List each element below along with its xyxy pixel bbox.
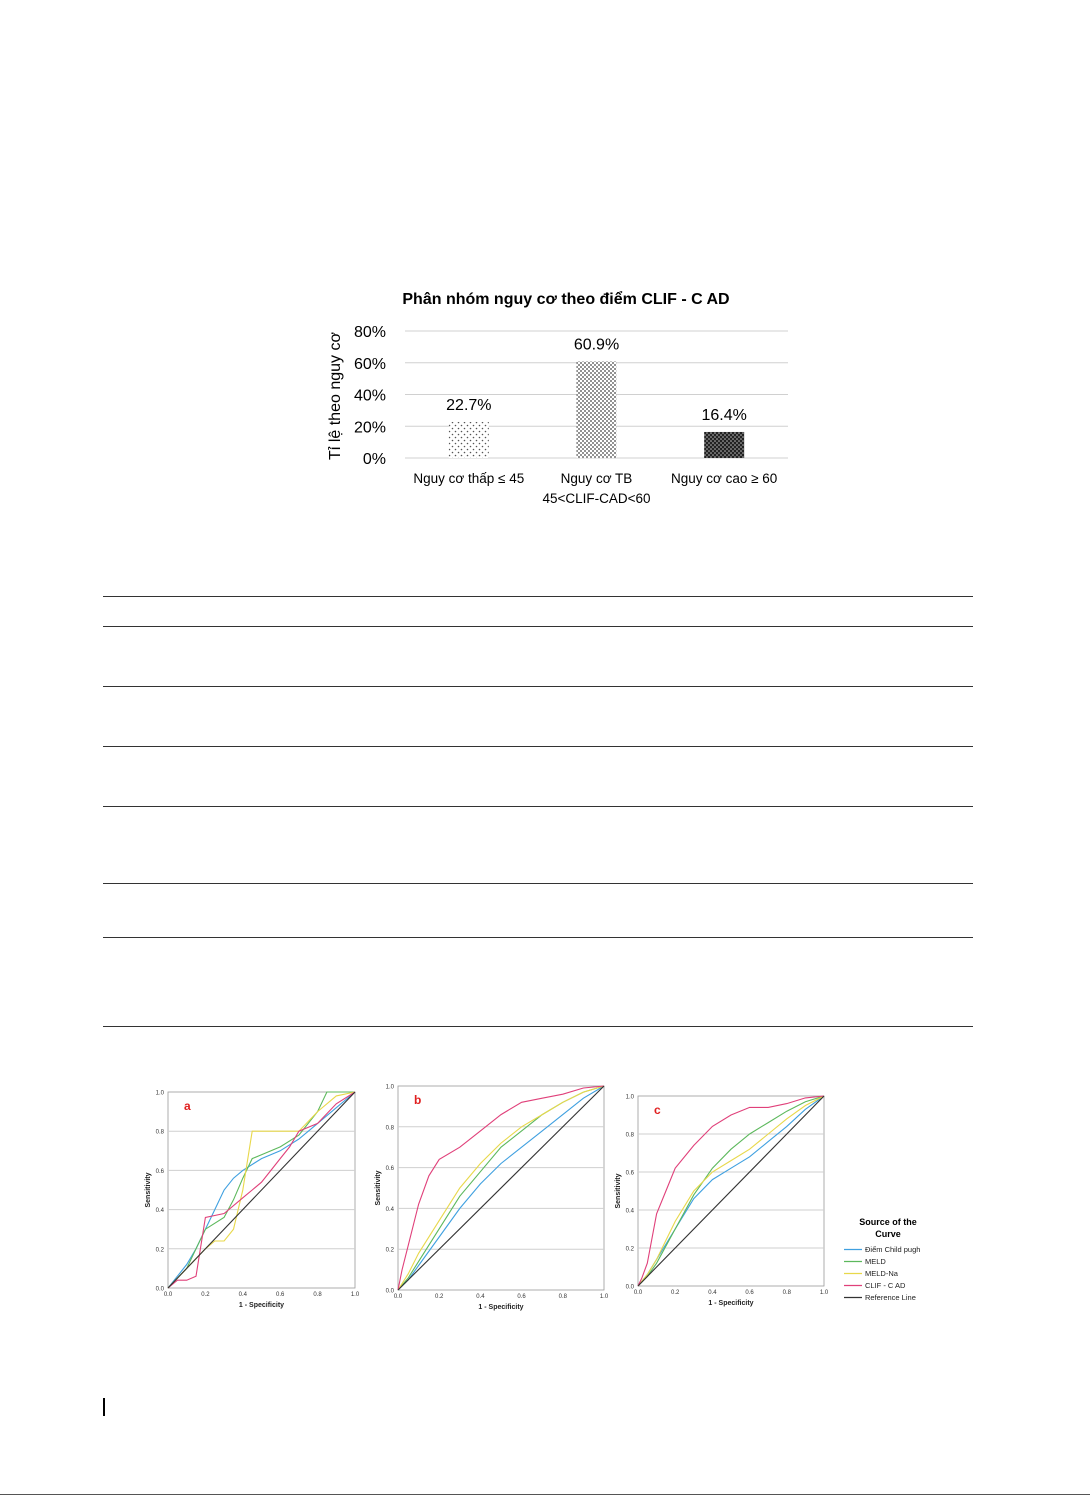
table-top-rule [103,596,973,597]
roc-ytick-label: 0.8 [625,1132,634,1139]
roc-panel-letter: b [414,1093,422,1107]
roc-ytick-label: 0.2 [625,1246,634,1253]
roc-ytick-label: 0.0 [625,1284,634,1291]
footer-rule [0,1494,1090,1495]
bar-value-label: 22.7% [446,396,492,414]
roc-ytick-label: 0.4 [155,1208,164,1215]
bar-ytick-label: 0% [362,451,386,468]
bar [704,432,744,458]
roc-xlabel: 1 - Specificity [478,1304,524,1311]
roc-ytick-label: 0.6 [625,1170,634,1177]
table-row-rule [103,746,973,747]
roc-legend [836,1210,956,1310]
bar-category-label: 45<CLIF-CAD<60 [542,491,651,506]
table-bottom-rule [103,1026,973,1027]
roc-xtick-label: 1.0 [819,1290,829,1296]
roc-xtick-label: 0.2 [201,1292,210,1298]
bar-chart-ylabel: Tỉ lệ theo nguy cơ [327,332,344,460]
roc-panel-b [368,1078,614,1318]
bar-ytick-label: 80% [353,324,386,341]
roc-panel-a [138,1082,368,1314]
legend-title-line-1: Source of the [859,1217,917,1227]
roc-ylabel: Sensitivity [145,1172,152,1208]
bar-value-label: 16.4% [701,406,747,424]
risk-group-bar-chart [310,280,810,520]
margin-bar [103,1398,105,1416]
bar-chart-title: Phân nhóm nguy cơ theo điểm CLIF - C AD [402,291,730,308]
roc-xtick-label: 0.4 [238,1292,247,1298]
roc-xtick-label: 0.6 [276,1292,285,1298]
roc-xtick-label: 0.2 [671,1290,680,1296]
bar-value-label: 60.9% [573,336,620,354]
table-row-rule [103,883,973,884]
roc-ytick-label: 1.0 [385,1084,394,1091]
legend-item-label: CLIF - C AD [865,1281,906,1290]
bar [577,361,617,458]
bar [449,422,489,458]
table-header-rule [103,626,973,627]
roc-panel-letter: c [654,1103,661,1117]
bar-category-label: Nguy cơ cao ≥ 60 [671,471,778,486]
roc-ytick-label: 0.2 [385,1247,394,1254]
roc-xtick-label: 0.4 [476,1294,485,1300]
table-row-rule [103,806,973,807]
roc-ytick-label: 0.8 [385,1125,394,1132]
roc-xtick-label: 0.4 [708,1290,717,1296]
roc-xtick-label: 0.0 [163,1292,173,1298]
bar-ytick-label: 60% [353,355,386,373]
table-row-rule [103,937,973,938]
roc-xtick-label: 0.0 [633,1290,643,1296]
roc-xlabel: 1 - Specificity [238,1302,285,1309]
roc-ylabel: Sensitivity [615,1173,622,1209]
table-row-rule [103,686,973,687]
roc-panel-c [608,1088,834,1310]
roc-ytick-label: 1.0 [155,1090,164,1097]
bar-category-label: Nguy cơ TB [560,471,633,486]
roc-xtick-label: 0.0 [393,1294,403,1300]
roc-panel-letter: a [184,1099,191,1113]
roc-xtick-label: 0.8 [558,1294,567,1300]
roc-xtick-label: 1.0 [350,1292,360,1298]
roc-ytick-label: 0.4 [385,1206,394,1213]
roc-ylabel: Sensitivity [375,1170,382,1206]
roc-ytick-label: 0.0 [385,1288,394,1295]
roc-xtick-label: 0.2 [435,1294,444,1300]
roc-ytick-label: 0.0 [155,1286,164,1293]
legend-item-label: Reference Line [865,1293,916,1302]
legend-item-label: MELD-Na [865,1269,898,1278]
roc-ytick-label: 0.4 [625,1208,634,1215]
legend-item-label: Điểm Child pugh [865,1245,921,1254]
roc-xtick-label: 0.6 [745,1290,754,1296]
roc-ytick-label: 0.6 [385,1166,394,1173]
roc-ytick-label: 0.2 [155,1247,164,1254]
roc-xlabel: 1 - Specificity [708,1300,754,1307]
roc-ytick-label: 0.8 [155,1129,164,1136]
legend-title-line-2: Curve [875,1229,901,1239]
bar-ytick-label: 40% [353,387,386,405]
roc-xtick-label: 0.8 [782,1290,791,1296]
legend-item-label: MELD [865,1257,886,1266]
roc-ytick-label: 0.6 [155,1168,164,1175]
bar-ytick-label: 20% [353,419,386,437]
roc-xtick-label: 1.0 [599,1294,609,1300]
bar-category-label: Nguy cơ thấp ≤ 45 [413,471,525,486]
roc-xtick-label: 0.6 [517,1294,526,1300]
roc-ytick-label: 1.0 [625,1094,634,1101]
roc-xtick-label: 0.8 [313,1292,322,1298]
